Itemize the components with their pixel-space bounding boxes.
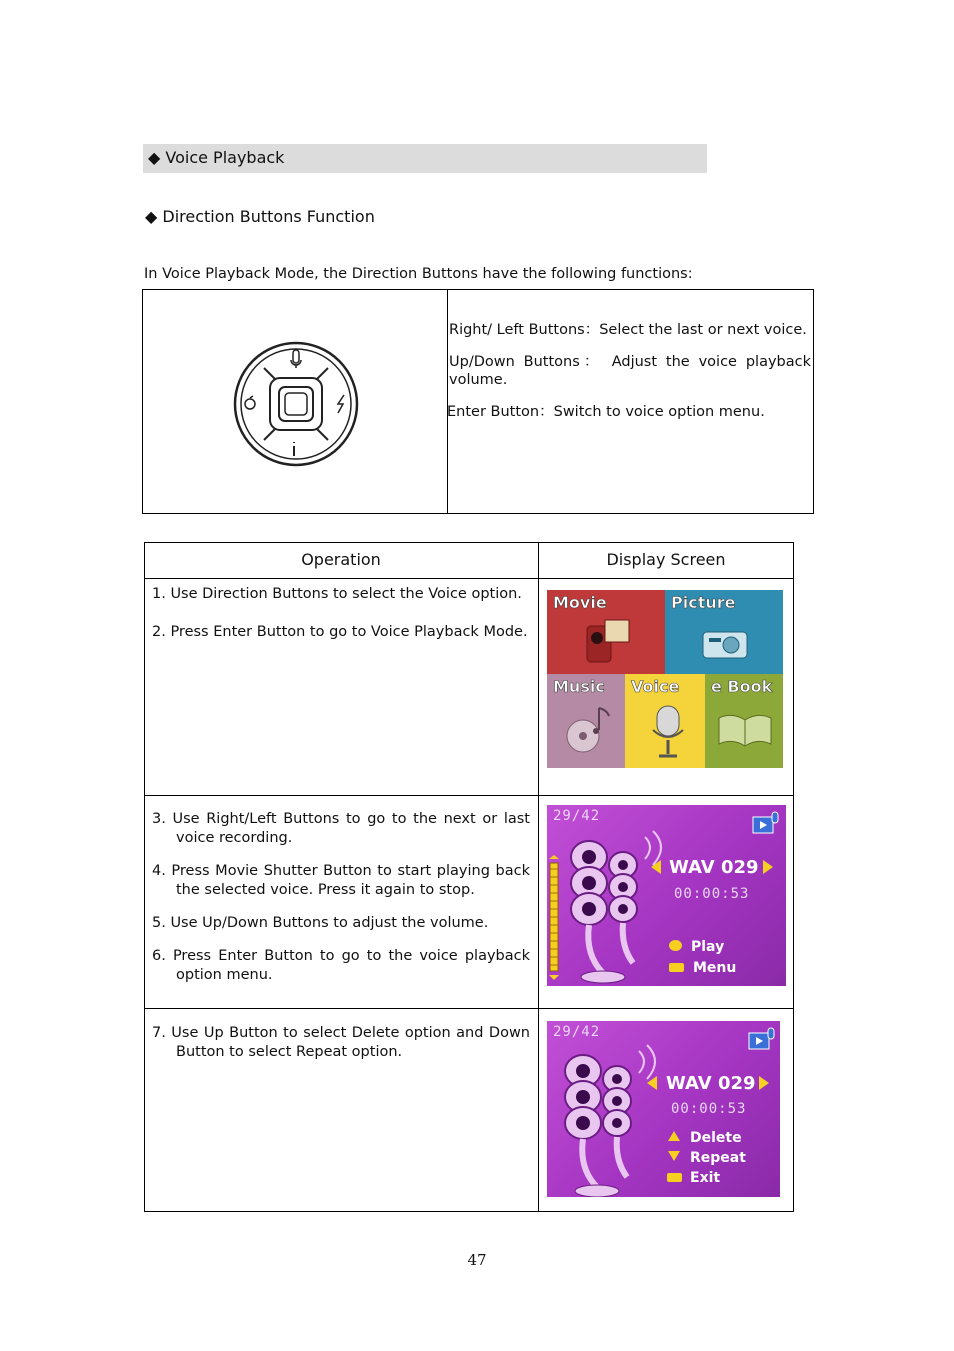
microphone-icon [645,704,695,764]
table-divider [144,1008,794,1009]
subsection-title: ◆ Direction Buttons Function [145,207,375,226]
arrow-right-icon [761,859,775,875]
header-operation: Operation [301,550,381,569]
voice-playback-screen [547,805,786,986]
section-title: ◆ Voice Playback [148,148,285,167]
speaker-icon [555,1041,665,1197]
arrow-right-icon [757,1075,771,1091]
table-divider [538,542,539,1212]
playback-time: 00:00:53 [674,886,750,902]
voice-option-screen [547,1021,780,1197]
option-repeat[interactable]: Repeat [667,1148,746,1168]
up-arrow-icon [667,1130,681,1142]
direction-pad-icon [230,340,362,468]
option-exit[interactable]: Exit [667,1168,746,1188]
shutter-button-icon [669,940,682,951]
option-menu[interactable]: Menu [669,958,736,979]
enter-button-icon [667,1173,682,1182]
voice-mode-icon [747,1027,777,1051]
tile-picture: Picture [665,590,783,674]
table-row [152,810,530,985]
step: 4. Press Movie Shutter Button to start playing back the selected voice. Press it again to stop. [152,863,530,898]
camcorder-icon [583,616,633,666]
volume-bar [547,855,561,981]
speaker-icon [561,827,671,986]
header-display-screen: Display Screen [606,550,726,569]
step: 3. Use Right/Left Buttons to go to the next or last voice recording. [152,811,530,846]
enter-button-icon [669,963,684,972]
step: 6. Press Enter Button to go to the voice playback option menu. [152,948,530,983]
table-divider [144,578,794,579]
table-divider [447,289,448,514]
tile-ebook: e Book [705,674,783,768]
step: 1. Use Direction Buttons to select the Voice option. [152,586,522,602]
down-arrow-icon [667,1150,681,1162]
function-right-left: Right/ Left Buttons：Select the last or next voice. [449,322,807,338]
option-list [669,937,736,979]
main-menu-screen [547,590,783,768]
option-play[interactable]: Play [669,937,736,958]
arrow-left-icon [649,859,663,875]
file-name: WAV 029 [666,1073,756,1094]
book-icon [717,712,773,748]
table-row [152,1024,530,1062]
intro-text: In Voice Playback Mode, the Direction Buttons have the following functions: [144,266,693,282]
file-counter: 29/42 [553,1024,601,1040]
table-row [152,585,530,642]
tile-movie: Movie [547,590,665,674]
option-list [667,1128,746,1188]
file-name: WAV 029 [669,857,759,878]
tile-voice: Voice [625,674,705,768]
step: 5. Use Up/Down Buttons to adjust the volume. [152,915,489,931]
voice-mode-icon [751,811,781,835]
playback-time: 00:00:53 [671,1101,747,1117]
camera-icon [701,626,749,662]
arrow-left-icon [645,1075,659,1091]
function-enter: Enter Button：Switch to voice option menu. [447,404,765,420]
music-disc-icon [561,704,613,756]
table-divider [144,795,794,796]
file-counter: 29/42 [553,808,601,824]
step: 7. Use Up Button to select Delete option and Down Button to select Repeat option. [152,1025,530,1060]
tile-music: Music [547,674,625,768]
option-delete[interactable]: Delete [667,1128,746,1148]
page-number: 47 [467,1251,487,1269]
function-up-down: Up/Down Buttons： Adjust the voice playback volume. [449,354,812,388]
step: 2. Press Enter Button to go to Voice Playback Mode. [152,624,528,640]
